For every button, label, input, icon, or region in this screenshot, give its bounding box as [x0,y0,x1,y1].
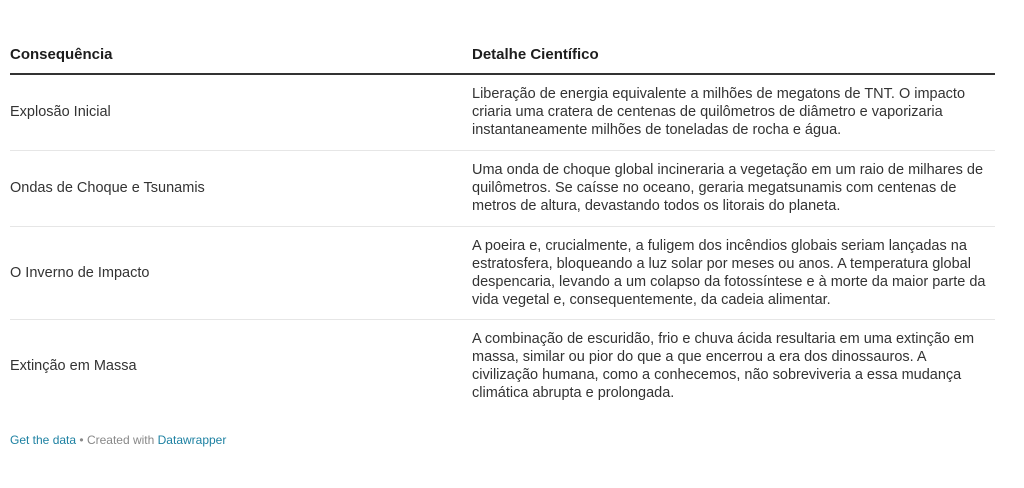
column-header-detail[interactable]: Detalhe Científico [472,36,995,74]
consequence-cell: O Inverno de Impacto [10,226,472,319]
consequence-cell: Explosão Inicial [10,74,472,150]
table-row [10,74,995,150]
consequence-cell: Extinção em Massa [10,358,137,375]
created-with-label: Created with [86,433,158,447]
consequence-cell: Ondas de Choque e Tsunamis [10,150,472,226]
detail-cell: Uma onda de choque global incineraria a vegetação em um raio de milhares de quilômetros. Se caísse no oceano, geraria megatsunamis com centenas de metros de altura, devastando todos os litorais do planeta. [472,150,995,226]
table-header-row [10,36,995,74]
detail-cell: A poeira e, crucialmente, a fuligem dos incêndios globais seriam lançadas na estratosfera, bloqueando a luz solar por meses ou anos. A temperatura global despencaria, levando a um colapso da fotossíntese e à morte da maior parte da vida vegetal e, consequentemente, da cadeia alimentar. [472,226,995,319]
footer-separator: • [79,433,87,447]
consequences-table [10,36,995,413]
column-header-consequence[interactable]: Consequência [10,36,472,74]
chart-footer [10,433,226,447]
datawrapper-link[interactable]: Datawrapper [157,433,227,447]
table-row [10,150,995,226]
table-row [10,226,995,319]
detail-cell: Liberação de energia equivalente a milhões de megatons de TNT. O impacto criaria uma cratera de centenas de quilômetros de diâmetro e vaporizaria instantaneamente milhões de toneladas de rocha e água. [472,74,995,150]
get-the-data-link[interactable]: Get the data [10,433,77,447]
detail-cell: A combinação de escuridão, frio e chuva ácida resultaria em uma extinção em massa, similar ou pior do que a que encerrou a era dos dinossauros. A civilização humana, como a conhecemos, não sobreviveria a essa mudança climática abrupta e prolongada. [472,331,975,402]
table-row [10,319,995,413]
